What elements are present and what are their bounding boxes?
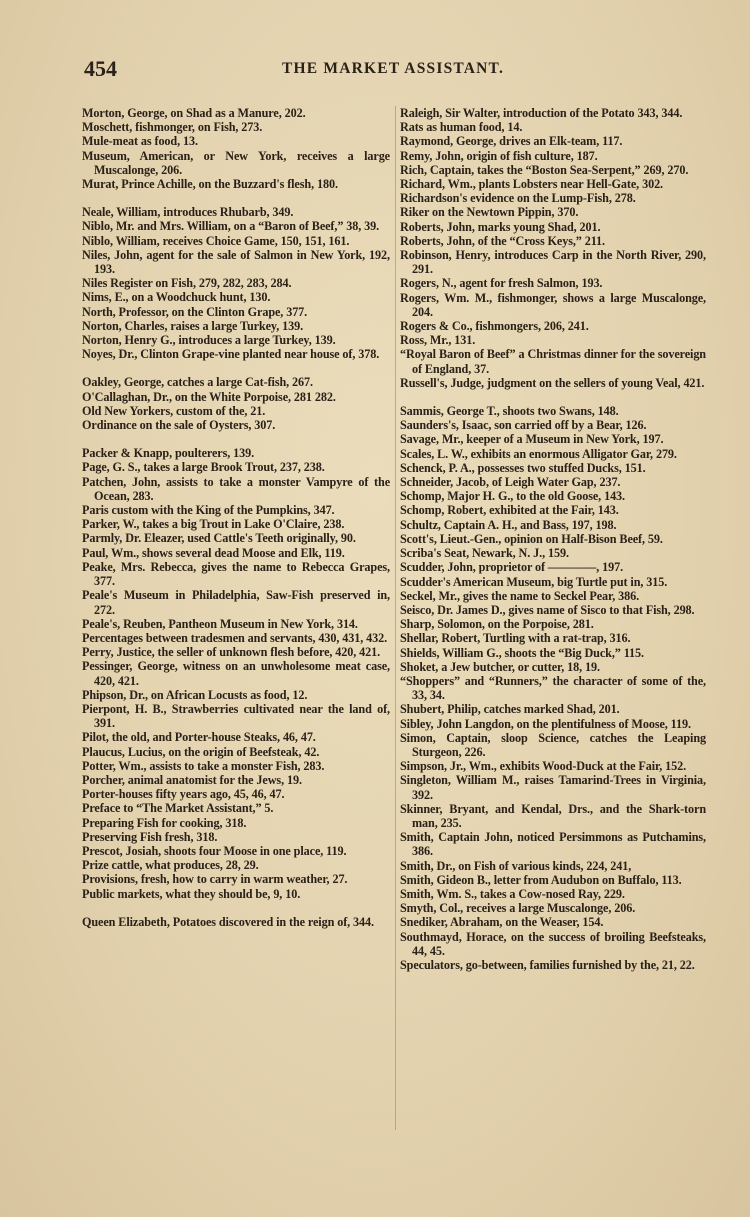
index-entry: Sharp, Solomon, on the Porpoise, 281.: [400, 617, 594, 632]
index-entry: “Royal Baron of Beef” a Christmas dinner for the sovereign of England, 37.: [400, 347, 706, 376]
index-entry: Page, G. S., takes a large Brook Trout, 237, 238.: [82, 460, 325, 475]
index-entry: North, Professor, on the Clinton Grape, 377.: [82, 304, 308, 319]
index-entry: Murat, Prince Achille, on the Buzzard's flesh, 180.: [82, 177, 338, 192]
index-entry: Remy, John, origin of fish culture, 187.: [400, 148, 598, 163]
section-gap: [82, 361, 390, 375]
index-entry: Moschett, fishmonger, on Fish, 273.: [82, 120, 263, 135]
index-entry: Riker on the Newtown Pippin, 370.: [400, 205, 579, 220]
index-entry: Singleton, William M., raises Tamarind-Trees in Virginia, 392.: [400, 773, 706, 802]
index-entry: Schenck, P. A., possesses two stuffed Ducks, 151.: [400, 460, 646, 475]
index-entry: Shellar, Robert, Turtling with a rat-trap, 316.: [400, 631, 631, 646]
index-entry: Paul, Wm., shows several dead Moose and Elk, 119.: [82, 545, 345, 560]
index-entry: Museum, American, or New York, receives a large Muscalonge, 206.: [82, 148, 390, 177]
index-entry: Niblo, William, receives Choice Game, 150, 151, 161.: [82, 233, 350, 248]
index-entry: Saunders's, Isaac, son carried off by a Bear, 126.: [400, 418, 647, 433]
index-entry: Rogers, Wm. M., fishmonger, shows a large Muscalonge, 204.: [400, 290, 706, 319]
index-entry: Norton, Henry G., introduces a large Turkey, 139.: [82, 333, 336, 348]
index-entry: Smith, Captain John, noticed Persimmons as Putchamins, 386.: [400, 830, 706, 859]
index-entry: Phipson, Dr., on African Locusts as food, 12.: [82, 687, 308, 702]
index-entry: Scales, L. W., exhibits an enormous Alligator Gar, 279.: [400, 446, 677, 461]
index-entry: Seckel, Mr., gives the name to Seckel Pear, 386.: [400, 588, 640, 603]
index-entry: Peale's Museum in Philadelphia, Saw-Fish preserved in, 272.: [82, 588, 390, 617]
index-entry: Porter-houses fifty years ago, 45, 46, 47.: [82, 787, 285, 802]
section-gap: [82, 191, 390, 205]
index-entry: Raymond, George, drives an Elk-team, 117.: [400, 134, 623, 149]
index-entry: Scott's, Lieut.-Gen., opinion on Half-Bison Beef, 59.: [400, 531, 663, 546]
index-entry: Schomp, Major H. G., to the old Goose, 143.: [400, 489, 626, 504]
index-entry: Scriba's Seat, Newark, N. J., 159.: [400, 546, 569, 561]
index-entry: Preparing Fish for cooking, 318.: [82, 815, 247, 830]
index-entry: Peale's, Reuben, Pantheon Museum in New York, 314.: [82, 616, 358, 631]
running-title: THE MARKET ASSISTANT.: [282, 60, 505, 77]
index-entry: Noyes, Dr., Clinton Grape-vine planted near house of, 378.: [82, 347, 380, 362]
index-entry: Ross, Mr., 131.: [400, 333, 476, 348]
index-entry: Peake, Mrs. Rebecca, gives the name to Rebecca Grapes, 377.: [82, 559, 390, 589]
index-entry: Schneider, Jacob, of Leigh Water Gap, 237.: [400, 475, 621, 490]
index-entry: Richardson's evidence on the Lump-Fish, 278.: [400, 191, 636, 206]
index-entry: Prescot, Josiah, shoots four Moose in one place, 119.: [82, 843, 347, 858]
index-entry: Smith, Wm. S., takes a Cow-nosed Ray, 229.: [400, 886, 625, 901]
index-entry: Rich, Captain, takes the “Boston Sea-Serpent,” 269, 270.: [400, 162, 689, 177]
index-entry: Schultz, Captain A. H., and Bass, 197, 198.: [400, 517, 617, 532]
index-entry: Rogers, N., agent for fresh Salmon, 193.: [400, 276, 603, 291]
column-divider: [395, 106, 396, 1130]
index-entry: Snediker, Abraham, on the Weaser, 154.: [400, 915, 604, 930]
index-entry: Savage, Mr., keeper of a Museum in New York, 197.: [400, 432, 664, 447]
index-entry: Packer & Knapp, poulterers, 139.: [82, 446, 255, 461]
index-entry: Ordinance on the sale of Oysters, 307.: [82, 418, 276, 433]
index-entry: Porcher, animal anatomist for the Jews, 19.: [82, 772, 302, 787]
index-entry: Neale, William, introduces Rhubarb, 349.: [82, 205, 294, 220]
index-entry: Nims, E., on a Woodchuck hunt, 130.: [82, 290, 271, 305]
index-entry: Pessinger, George, witness on an unwholesome meat case, 420, 421.: [82, 659, 390, 688]
index-entry: Scudder's American Museum, big Turtle put in, 315.: [400, 574, 668, 589]
index-entry: Simon, Captain, sloop Science, catches the Leaping Sturgeon, 226.: [400, 730, 706, 759]
index-entry: Scudder, John, proprietor of ————, 197.: [400, 560, 624, 575]
index-entry: Parker, W., takes a big Trout in Lake O'Claire, 238.: [82, 517, 345, 532]
index-entry: Roberts, John, of the “Cross Keys,” 211.: [400, 233, 605, 248]
index-entry: Rogers & Co., fishmongers, 206, 241.: [400, 319, 589, 334]
index-entry: Smith, Gideon B., letter from Audubon on Buffalo, 113.: [400, 872, 682, 887]
index-entry: Pierpont, H. B., Strawberries cultivated near the land of, 391.: [82, 701, 390, 731]
index-entry: Richard, Wm., plants Lobsters near Hell-Gate, 302.: [400, 177, 664, 192]
index-column-right: [400, 106, 706, 972]
index-entry: Shubert, Philip, catches marked Shad, 201.: [400, 702, 620, 717]
index-entry: “Shoppers” and “Runners,” the character of some of the, 33, 34.: [400, 673, 706, 703]
index-entry: Percentages between tradesmen and servants, 430, 431, 432.: [82, 630, 388, 645]
index-entry: Southmayd, Horace, on the success of broiling Beefsteaks, 44, 45.: [400, 929, 706, 958]
index-entry: Paris custom with the King of the Pumpkins, 347.: [82, 503, 335, 518]
index-entry: Perry, Justice, the seller of unknown flesh before, 420, 421.: [82, 645, 381, 660]
index-entry: Patchen, John, assists to take a monster Vampyre of the Ocean, 283.: [82, 474, 390, 503]
index-entry: Parmly, Dr. Eleazer, used Cattle's Teeth originally, 90.: [82, 531, 356, 546]
index-entry: Sammis, George T., shoots two Swans, 148.: [400, 404, 619, 419]
index-entry: Prize cattle, what produces, 28, 29.: [82, 858, 259, 873]
index-entry: Provisions, fresh, how to carry in warm weather, 27.: [82, 872, 348, 887]
index-entry: Preface to “The Market Assistant,” 5.: [82, 801, 274, 816]
index-entry: O'Callaghan, Dr., on the White Porpoise, 281 282.: [82, 389, 336, 404]
index-entry: Morton, George, on Shad as a Manure, 202.: [82, 106, 306, 120]
index-entry: Preserving Fish fresh, 318.: [82, 829, 218, 844]
index-entry: Niblo, Mr. and Mrs. William, on a “Baron of Beef,” 38, 39.: [82, 219, 380, 234]
index-entry: Plaucus, Lucius, on the origin of Beefsteak, 42.: [82, 744, 320, 759]
index-entry: Potter, Wm., assists to take a monster Fish, 283.: [82, 758, 325, 773]
index-entry: Russell's, Judge, judgment on the sellers of young Veal, 421.: [400, 375, 705, 390]
index-entry: Niles, John, agent for the sale of Salmon in New York, 192, 193.: [82, 247, 390, 277]
index-entry: Skinner, Bryant, and Kendal, Drs., and the Shark-torn man, 235.: [400, 801, 706, 830]
section-gap: [82, 901, 390, 915]
index-entry: Shields, William G., shoots the “Big Duck,” 115.: [400, 645, 644, 660]
index-entry: Smith, Dr., on Fish of various kinds, 224, 241,: [400, 858, 632, 873]
index-entry: Simpson, Jr., Wm., exhibits Wood-Duck at the Fair, 152.: [400, 759, 687, 774]
page-header: [84, 56, 714, 82]
index-entry: Roberts, John, marks young Shad, 201.: [400, 219, 601, 234]
index-entry: Schomp, Robert, exhibited at the Fair, 143.: [400, 503, 619, 518]
index-entry: Mule-meat as food, 13.: [82, 134, 198, 149]
index-entry: Queen Elizabeth, Potatoes discovered in the reign of, 344.: [82, 914, 374, 929]
index-entry: Seisco, Dr. James D., gives name of Sisco to that Fish, 298.: [400, 602, 695, 617]
index-entry: Smyth, Col., receives a large Muscalonge, 206.: [400, 901, 636, 916]
index-entry: Norton, Charles, raises a large Turkey, 139.: [82, 318, 304, 333]
index-entry: Old New Yorkers, custom of the, 21.: [82, 403, 266, 418]
section-gap: [400, 390, 706, 404]
index-entry: Speculators, go-between, families furnished by the, 21, 22.: [400, 957, 695, 972]
index-column-left: [82, 106, 390, 929]
index-entry: Raleigh, Sir Walter, introduction of the Potato 343, 344.: [400, 106, 683, 120]
index-entry: Niles Register on Fish, 279, 282, 283, 284.: [82, 276, 292, 291]
section-gap: [82, 432, 390, 446]
index-entry: Rats as human food, 14.: [400, 120, 523, 135]
index-entry: Public markets, what they should be, 9, 10.: [82, 886, 301, 901]
page-number: 454: [84, 56, 117, 81]
index-entry: Oakley, George, catches a large Cat-fish, 267.: [82, 375, 313, 390]
index-entry: Robinson, Henry, introduces Carp in the North River, 290, 291.: [400, 248, 706, 277]
index-entry: Sibley, John Langdon, on the plentifulness of Moose, 119.: [400, 716, 691, 731]
index-entry: Pilot, the old, and Porter-house Steaks, 46, 47.: [82, 730, 316, 745]
index-entry: Shoket, a Jew butcher, or cutter, 18, 19.: [400, 659, 600, 674]
